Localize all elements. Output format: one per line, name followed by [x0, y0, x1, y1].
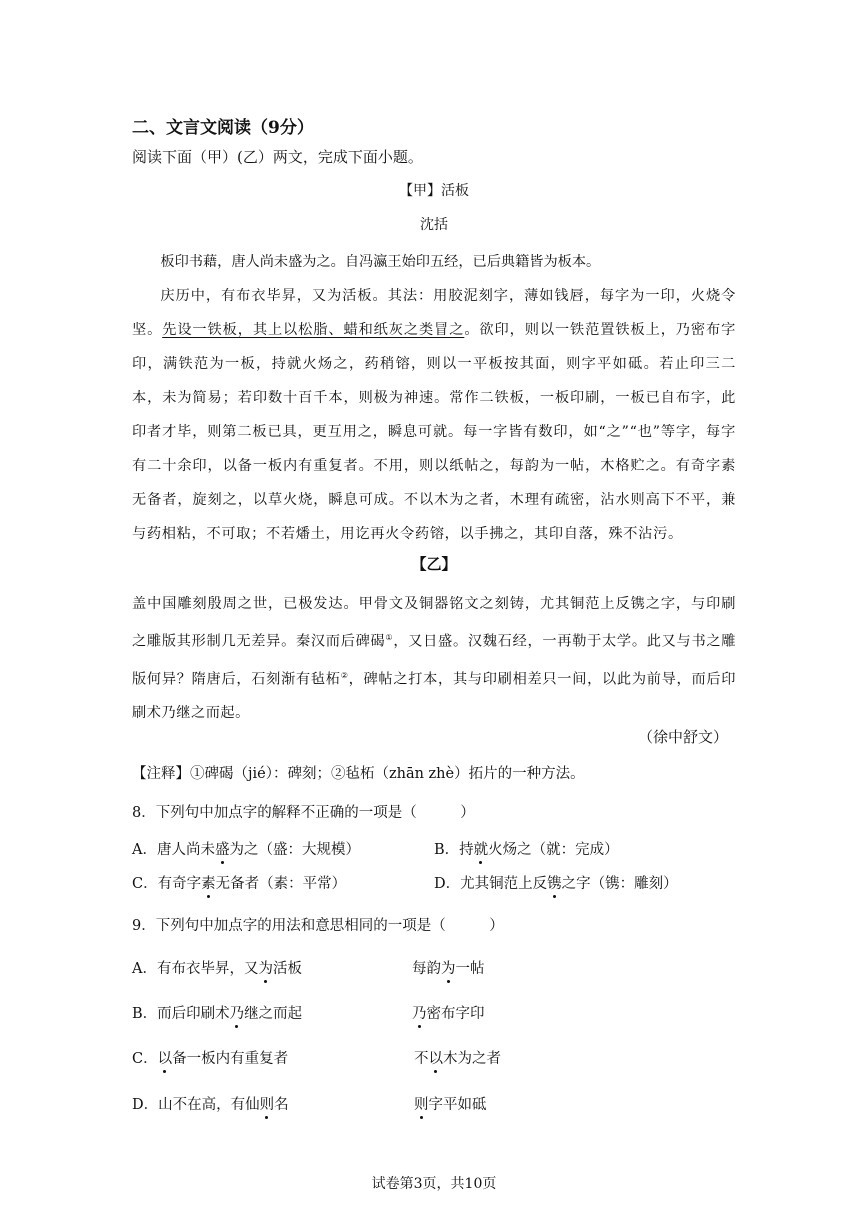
q9-d-right-dotted-char: 则 [414, 1097, 429, 1113]
footnote-marker-1: ① [385, 633, 394, 642]
q8-option-b-post: 火炀之（就：完成） [488, 842, 619, 858]
q9-stem: 9．下列句中加点字的用法和意思相同的一项是（ ） [132, 918, 504, 934]
underlined-sentence: 先设一铁板，其上以松脂、蜡和纸灰之类冒之 [162, 322, 465, 338]
q9-c-right-dotted-char: 以 [428, 1051, 443, 1067]
q8-option-d-dotted-char: 镌 [547, 876, 562, 892]
yi-text-c: ，碑帖之打本，其与印刷相差只一间，以此为前导，而后印刷术乃继之而起。 [132, 671, 736, 722]
q9-d-left-post: 名 [274, 1097, 289, 1113]
q9-option-c-right [414, 1047, 501, 1068]
footnote-marker-2: ② [340, 670, 349, 680]
q9-option-d-left [132, 1093, 289, 1114]
jia-paragraph-1: 板印书藉，唐人尚未盛为之。自冯瀛王始印五经，已后典籍皆为板本。 [160, 254, 601, 270]
q9-b-right-dotted-char: 乃 [412, 1006, 427, 1022]
q8-option-c-post: 无备者（素：平常） [215, 876, 347, 892]
q9-d-left-pre: D．山不在高，有仙 [132, 1097, 260, 1113]
q9-a-left-post: 活板 [272, 961, 302, 977]
q8-option-a [132, 838, 360, 859]
q9-d-left-dotted-char: 则 [259, 1097, 275, 1113]
jia-author: 沈括 [420, 217, 448, 233]
annotation-note: 【注释】①碑碣（jié）：碑刻；②毡柘（zhān zhè）拓片的一种方法。 [132, 766, 585, 782]
q9-option-c-left [132, 1047, 288, 1068]
jia-paragraph-2 [132, 279, 736, 551]
q8-option-b [434, 838, 619, 859]
q9-c-left-dotted-char: 以 [157, 1051, 173, 1067]
q9-option-d-right [414, 1093, 487, 1114]
q9-c-right-post: 木为之者 [443, 1051, 501, 1067]
q9-c-right-pre: 不 [414, 1051, 429, 1067]
q9-option-b-left [132, 1002, 302, 1023]
q9-a-right-dotted-char: 为 [441, 961, 456, 977]
q8-option-a-pre: A．唐人尚未 [132, 842, 215, 858]
q8-option-b-dotted-char: 就 [473, 842, 489, 858]
q9-a-right-pre: 每韵 [412, 961, 441, 977]
q8-option-c [132, 872, 346, 893]
section-title: 二、文言文阅读（9分） [132, 118, 314, 138]
instruction: 阅读下面（甲）(乙）两文，完成下面小题。 [132, 148, 423, 166]
q9-b-left-post: 继之而起 [244, 1006, 303, 1022]
q9-a-left-pre: A．有布衣毕昇，又 [132, 961, 259, 977]
q8-option-a-post: 为之（盛：大规模） [229, 842, 360, 858]
q8-option-a-dotted-char: 盛 [214, 842, 230, 858]
q8-option-b-pre: B．持 [434, 842, 474, 858]
jia-paragraph-2-text-a: 庆历中，有布衣毕昇，又为活板。其法：用胶泥刻字，薄如钱唇，每字为一印，火烧令坚。 [132, 288, 736, 338]
q9-b-right-post: 密布字印 [426, 1006, 485, 1022]
yi-title: 【乙】 [411, 555, 457, 573]
q9-b-left-pre: B．而后印刷术 [132, 1006, 230, 1022]
q8-option-d-post: 之字（镌：雕刻） [561, 876, 678, 892]
q9-d-right-post: 字平如砥 [428, 1097, 487, 1113]
q8-option-d [434, 872, 678, 893]
q9-a-left-dotted-char: 为 [258, 961, 273, 977]
yi-paragraph [132, 587, 736, 730]
q9-c-left-post: 备一板内有重复者 [172, 1051, 289, 1067]
jia-title: 【甲】活板 [399, 183, 469, 199]
yi-text-a: 盖中国雕刻殷周之世，已极发达。甲骨文及铜器铭文之刻铸，尤其铜范上反镌之字，与印刷之雕版其形制几无差异。秦汉而后碑碣 [132, 596, 736, 650]
q9-option-a-right [412, 957, 485, 978]
jia-paragraph-2-text-b: 。欲印，则以一铁范置铁板上，乃密布字印，满铁范为一板，持就火炀之，药稍镕，则以一平板按其面，则字平如砥。若止印三二本，未为简易；若印数十百千本，则极为神速。常作二铁板，一板印刷，一板已自布字，此印者才毕，则第二板已具，更互用之，瞬息可就。每一字皆有数印，如“之”“也”等字，每字有二十余印，以备一板内有重复者。不用，则以纸帖之，每韵为一帖，木格贮之。有奇字素无备者，旋刻之，以草火烧，瞬息可成。不以木为之者，木理有疏密，沾水则高下不平，兼与药相粘，不可取；不若燔土，用讫再火令药镕，以手拂之，其印自落，殊不沾污。 [132, 322, 736, 542]
q8-option-c-pre: C．有奇字 [132, 876, 202, 892]
page-footer: 试卷第3页，共10页 [371, 1176, 497, 1192]
q9-b-left-dotted-char: 乃 [229, 1006, 245, 1022]
source-attribution: （徐中舒文） [637, 728, 728, 746]
q8-stem: 8．下列句中加点字的解释不正确的一项是（ ） [132, 805, 475, 821]
q9-a-right-post: 一帖 [455, 961, 485, 977]
yi-text-b: ，又日盛。汉魏石经，一再勒于太学。此又与书之雕版何异？隋唐后，石刻渐有毡柘 [132, 633, 736, 688]
q8-option-d-pre: D．尤其铜范上反 [434, 876, 548, 892]
q9-c-left-pre: C． [132, 1051, 158, 1067]
q9-option-a-left [132, 957, 302, 978]
q8-option-c-dotted-char: 素 [201, 876, 216, 892]
q9-option-b-right [412, 1002, 485, 1023]
